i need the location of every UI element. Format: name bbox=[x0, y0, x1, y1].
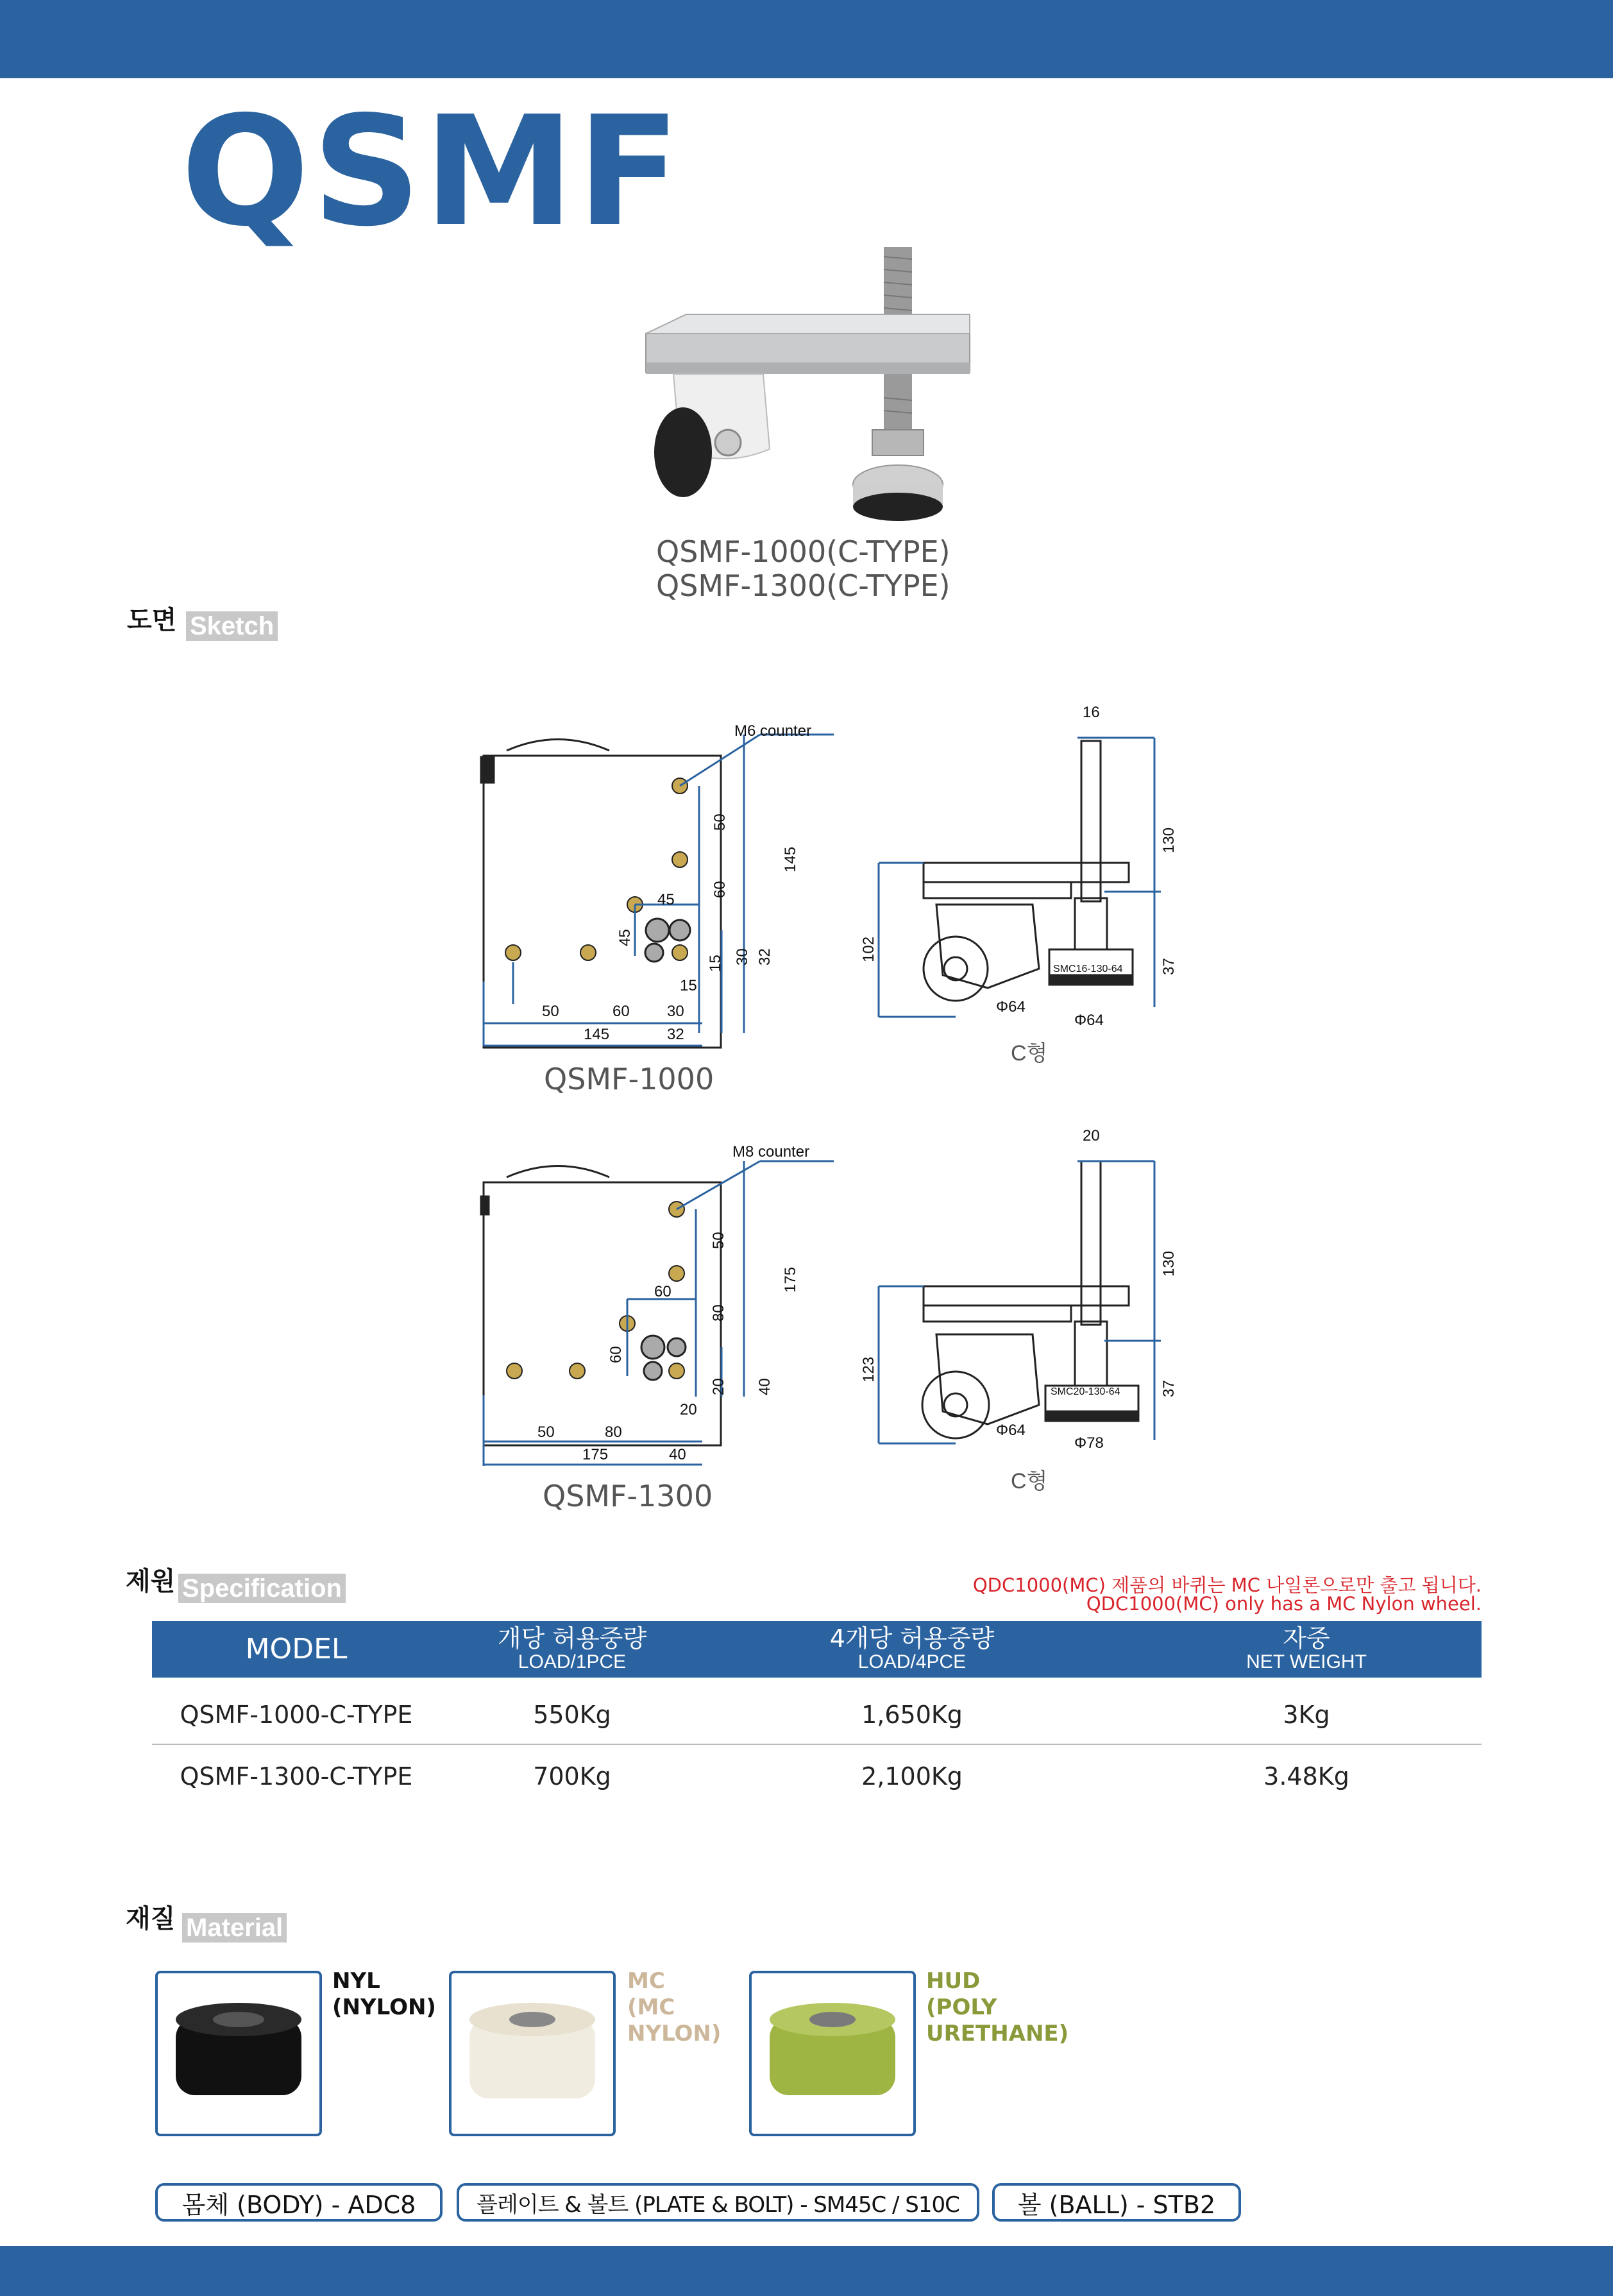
dim-1300-b175: 175 bbox=[582, 1446, 609, 1463]
material-label-urethane: HUD (POLY URETHANE) bbox=[926, 1968, 1069, 2046]
cell-model: QSMF-1000-C-TYPE bbox=[180, 1701, 413, 1729]
product-caption-1: QSMF-1000(C-TYPE) bbox=[656, 534, 950, 569]
composition-plate-bolt: 플레이트 & 볼트 (PLATE & BOLT) - SM45C / S10C bbox=[457, 2183, 979, 2222]
dim-1300-b50: 50 bbox=[537, 1424, 555, 1441]
spec-title-ko: 제원 bbox=[126, 1567, 176, 1596]
dim-1000-60: 60 bbox=[711, 881, 729, 898]
counter-label-1000: M6 counter bbox=[734, 722, 812, 740]
dim-1300-h130: 130 bbox=[1160, 1250, 1178, 1277]
table-row bbox=[152, 1686, 1482, 1745]
sketch-title-ko: 도면 bbox=[127, 606, 177, 635]
dim-1000-stud: 16 bbox=[1083, 704, 1100, 721]
material-label-nylon: NYL (NYLON) bbox=[332, 1968, 436, 2020]
counter-label-1300: M8 counter bbox=[732, 1143, 810, 1161]
cell-load-1pce: 700Kg bbox=[533, 1762, 611, 1790]
product-caption-2: QSMF-1300(C-TYPE) bbox=[656, 568, 950, 603]
product-photo bbox=[635, 237, 981, 539]
drawing-1300-label: QSMF-1300 bbox=[543, 1479, 713, 1513]
material-label-mc-nylon: MC (MC NYLON) bbox=[627, 1968, 722, 2046]
dim-1000-145: 145 bbox=[782, 846, 799, 872]
dim-1300-b20: 20 bbox=[680, 1401, 697, 1418]
header-net-weight: 자중 NET WEIGHT bbox=[1246, 1624, 1367, 1673]
top-banner bbox=[0, 0, 1613, 78]
material-image-urethane bbox=[749, 1971, 916, 2136]
spec-note-ko: QDC1000(MC) 제품의 바퀴는 MC 나일론으로만 출고 됩니다. bbox=[972, 1574, 1482, 1596]
dim-1000-b145: 145 bbox=[584, 1026, 610, 1043]
dim-1000-30: 30 bbox=[734, 948, 751, 965]
material-title-ko: 재질 bbox=[126, 1904, 176, 1934]
drawing-1300-side bbox=[859, 1123, 1193, 1508]
dim-1300-60a: 60 bbox=[654, 1283, 671, 1300]
material-image-nylon bbox=[155, 1971, 322, 2136]
dim-1300-h37: 37 bbox=[1160, 1380, 1178, 1397]
pad-text-1000: SMC16-130-64 bbox=[1053, 964, 1123, 974]
cell-model: QSMF-1300-C-TYPE bbox=[180, 1762, 413, 1790]
cell-load-1pce: 550Kg bbox=[533, 1701, 611, 1729]
composition-ball: 볼 (BALL) - STB2 bbox=[992, 2183, 1241, 2222]
dim-1300-175: 175 bbox=[782, 1266, 799, 1293]
product-logo: QSMF bbox=[181, 83, 683, 260]
dim-1300-20: 20 bbox=[710, 1378, 727, 1395]
dim-1300-b80: 80 bbox=[605, 1424, 622, 1441]
dim-1000-45b: 45 bbox=[616, 929, 634, 946]
side-label-1300: C형 bbox=[1011, 1469, 1048, 1493]
dim-1000-b30: 30 bbox=[667, 1003, 684, 1020]
table-row bbox=[152, 1748, 1482, 1805]
bottom-banner bbox=[0, 2246, 1613, 2296]
dim-1000-wheel: Φ64 bbox=[996, 998, 1026, 1016]
dim-1300-wheel: Φ64 bbox=[996, 1422, 1026, 1439]
dim-1000-b32: 32 bbox=[667, 1026, 684, 1043]
dim-1300-pad: Φ78 bbox=[1074, 1434, 1104, 1452]
spec-table-header bbox=[152, 1621, 1482, 1678]
cell-net-weight: 3Kg bbox=[1283, 1701, 1330, 1729]
drawing-1000-side bbox=[859, 699, 1193, 1065]
header-load-1pce: 개당 허용중량 LOAD/1PCE bbox=[497, 1624, 647, 1673]
cell-load-4pce: 1,650Kg bbox=[861, 1701, 963, 1729]
spec-note-en: QDC1000(MC) only has a MC Nylon wheel. bbox=[1086, 1593, 1482, 1615]
dim-1300-60b: 60 bbox=[607, 1346, 625, 1363]
drawing-1300-top bbox=[468, 1139, 853, 1504]
sketch-title-en: Sketch bbox=[186, 611, 278, 641]
dim-1000-50: 50 bbox=[711, 813, 729, 831]
dim-1000-32: 32 bbox=[756, 948, 773, 965]
dim-1300-50: 50 bbox=[710, 1232, 727, 1249]
side-label-1000: C형 bbox=[1011, 1041, 1048, 1065]
dim-1000-15: 15 bbox=[707, 955, 724, 972]
header-load-4pce: 4개당 허용중량 LOAD/4PCE bbox=[829, 1624, 995, 1673]
dim-1000-15b: 15 bbox=[680, 977, 697, 994]
drawing-1000-top bbox=[468, 712, 853, 1097]
dim-1300-40: 40 bbox=[756, 1378, 773, 1395]
material-title-en: Material bbox=[182, 1913, 287, 1943]
pad-text-1300: SMC20-130-64 bbox=[1051, 1386, 1120, 1397]
dim-1000-h130: 130 bbox=[1160, 827, 1178, 853]
dim-1300-80: 80 bbox=[710, 1304, 727, 1322]
dim-1000-45a: 45 bbox=[657, 891, 675, 908]
spec-title-en: Specification bbox=[178, 1574, 346, 1603]
drawing-1000-label: QSMF-1000 bbox=[544, 1062, 714, 1096]
header-model: MODEL bbox=[245, 1632, 348, 1665]
dim-1300-stud: 20 bbox=[1083, 1127, 1100, 1144]
dim-1000-pad: Φ64 bbox=[1074, 1012, 1104, 1029]
dim-1000-b60: 60 bbox=[612, 1003, 630, 1020]
dim-1300-height: 123 bbox=[860, 1356, 877, 1382]
dim-1000-height: 102 bbox=[860, 936, 877, 962]
cell-net-weight: 3.48Kg bbox=[1263, 1762, 1349, 1790]
dim-1300-b40: 40 bbox=[669, 1446, 686, 1463]
dim-1000-b50: 50 bbox=[542, 1003, 559, 1020]
dim-1000-h37: 37 bbox=[1160, 958, 1178, 975]
composition-body: 몸체 (BODY) - ADC8 bbox=[155, 2183, 443, 2222]
material-image-mc-nylon bbox=[449, 1971, 616, 2136]
cell-load-4pce: 2,100Kg bbox=[861, 1762, 963, 1790]
